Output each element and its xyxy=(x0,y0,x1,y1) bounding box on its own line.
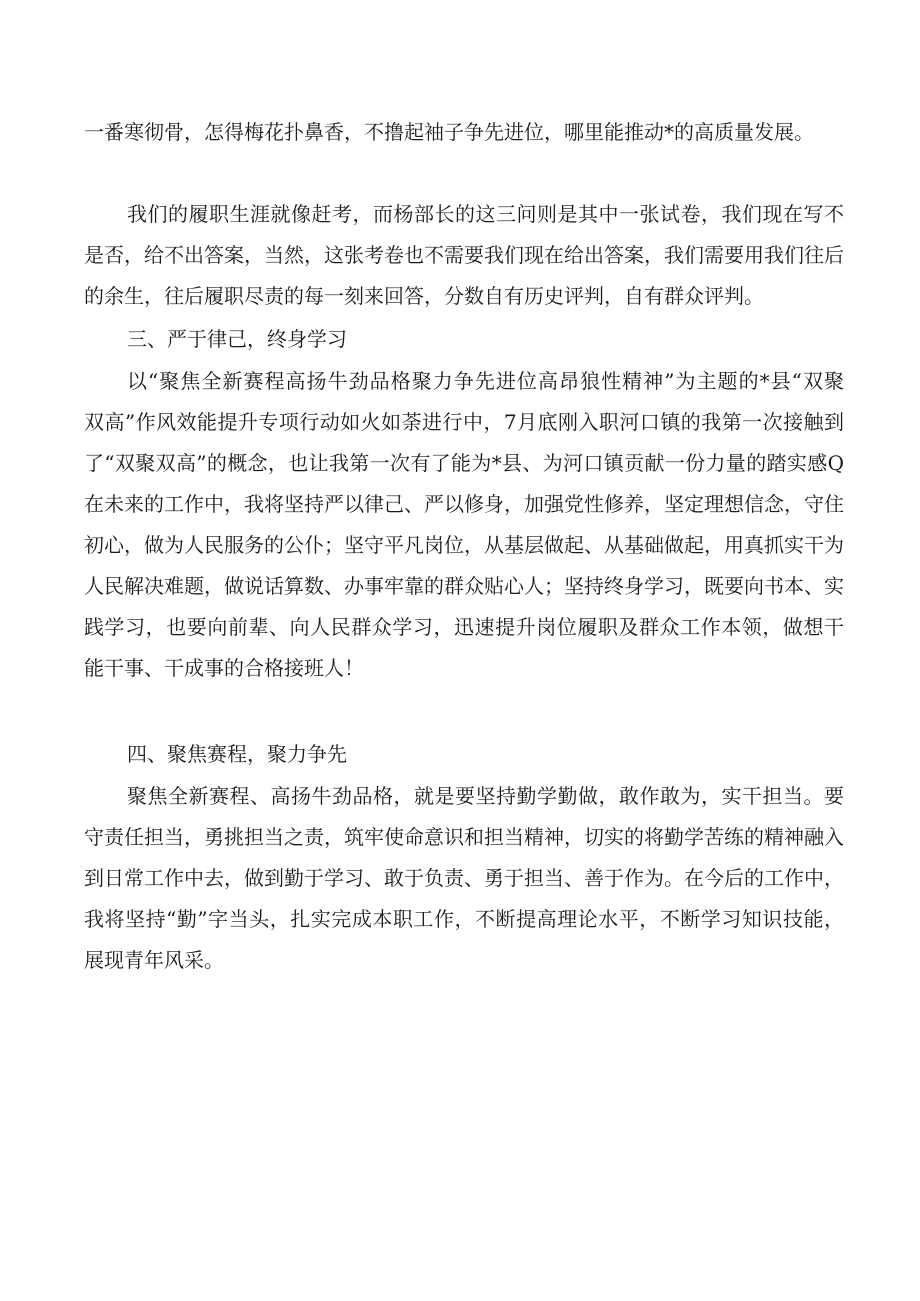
text-line: 到日常工作中去，做到勤于学习、敢于负责、勇于担当、善于作为。在今后的工作中， xyxy=(84,866,844,890)
text-line: 是否，给不出答案，当然，这张考卷也不需要我们现在给出答案，我们需要用我们往后 xyxy=(84,243,844,267)
text-line: 了“双聚双高”的概念，也让我第一次有了能为*县、为河口镇贡献一份力量的踏实感Q xyxy=(84,451,844,475)
text-line: 双高”作风效能提升专项行动如火如荼进行中，7月底刚入职河口镇的我第一次接触到 xyxy=(84,410,844,434)
text-line: 能干事、干成事的合格接班人！ xyxy=(84,656,364,680)
text-line: 我们的履职生涯就像赶考，而杨部长的这三问则是其中一张试卷，我们现在写不 xyxy=(127,202,844,226)
section-heading: 三、严于律己，终身学习 xyxy=(127,327,347,351)
text-line: 践学习，也要向前辈、向人民群众学习，迅速提升岗位履职及群众工作本领，做想干 xyxy=(84,615,844,639)
section-heading: 四、聚焦赛程，聚力争先 xyxy=(127,742,347,766)
text-line: 展现青年风采。 xyxy=(84,948,224,972)
text-line: 的余生，往后履职尽责的每一刻来回答，分数自有历史评判，自有群众评判。 xyxy=(84,284,764,308)
text-line: 聚焦全新赛程、高扬牛劲品格，就是要坚持勤学勤做，敢作敢为，实干担当。要 xyxy=(127,784,844,808)
text-line: 初心，做为人民服务的公仆；坚守平凡岗位，从基层做起、从基础做起，用真抓实干为 xyxy=(84,533,844,557)
text-line: 我将坚持“勤”字当头，扎实完成本职工作，不断提高理论水平，不断学习知识技能， xyxy=(84,907,844,931)
text-line: 一番寒彻骨，怎得梅花扑鼻香，不撸起袖子争先进位，哪里能推动*的高质量发展。 xyxy=(84,120,814,144)
text-line: 人民解决难题，做说话算数、办事牢靠的群众贴心人；坚持终身学习，既要向书本、实 xyxy=(84,574,844,598)
text-line: 守责任担当，勇挑担当之责，筑牢使命意识和担当精神，切实的将勤学苦练的精神融入 xyxy=(84,825,844,849)
text-line: 以“聚焦全新赛程高扬牛劲品格聚力争先进位高昂狼性精神”为主题的*县“双聚 xyxy=(127,369,844,393)
text-line: 在未来的工作中，我将坚持严以律己、严以修身，加强党性修养，坚定理想信念，守住 xyxy=(84,492,844,516)
